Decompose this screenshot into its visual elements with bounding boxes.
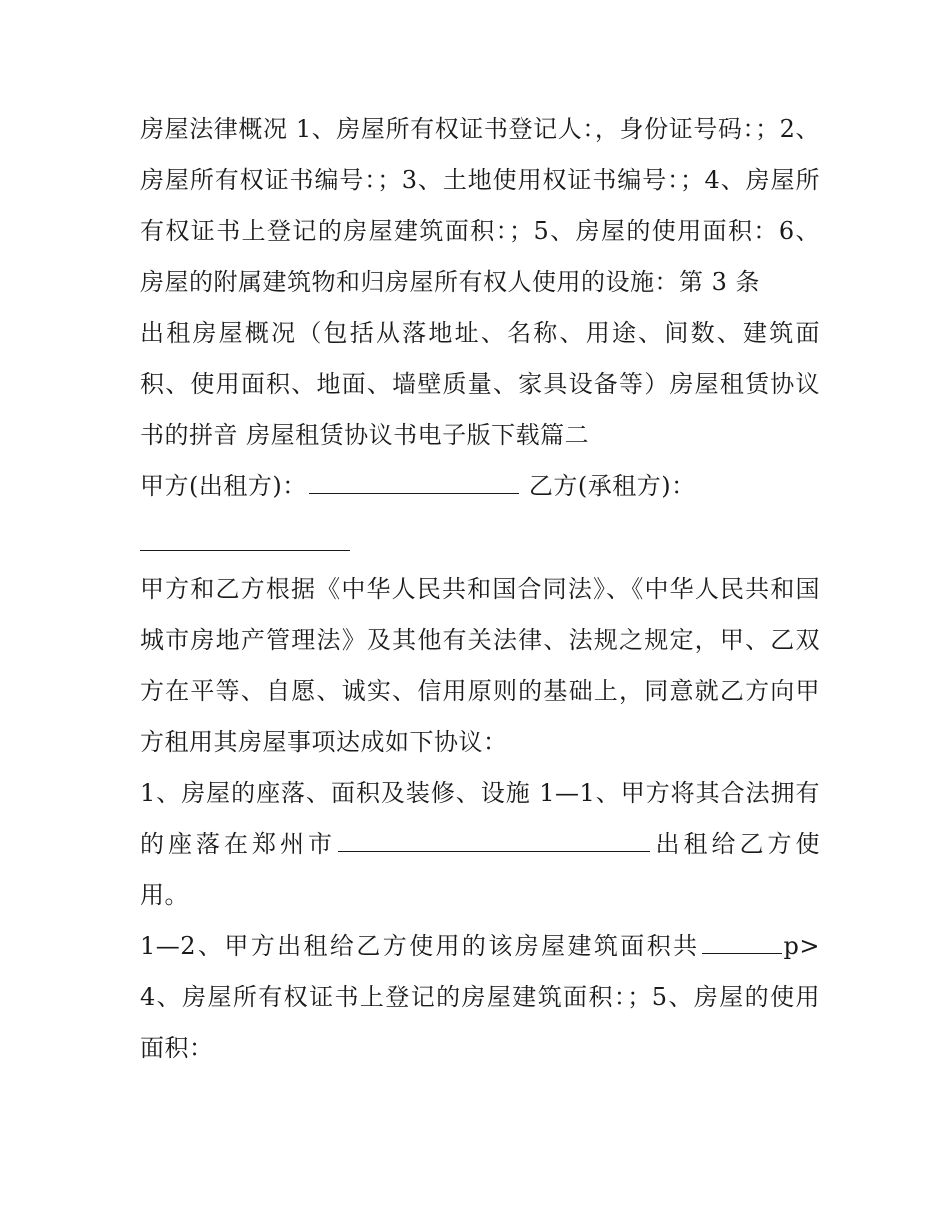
clause-1-2-start: 1—2、甲方出租给乙方使用的该房屋建筑面积共 (140, 932, 700, 960)
clause-1-2-end: p> 4、房屋所有权证书上登记的房屋建筑面积：；5、房屋的使用面积： (140, 932, 820, 1062)
paragraph-agreement-basis: 甲方和乙方根据《中华人民共和国合同法》、《中华人民共和国城市房地产管理法》及其他有关法律、法规之规定，甲、乙双方在平等、自愿、诚实、信用原则的基础上，同意就乙方向甲方租用其房屋事项达成如下协议： (140, 575, 820, 756)
paragraph-parties (140, 461, 820, 551)
party-a-blank (309, 473, 519, 494)
paragraph-legal-overview: 房屋法律概况 1、房屋所有权证书登记人：，身份证号码：；2、房屋所有权证书编号：；3、土地使用权证书编号：；4、房屋所有权证书上登记的房屋建筑面积：；5、房屋的使用面积：6、房屋的附属建筑物和归房屋所有权人使用的设施：第 3 条 (140, 115, 820, 296)
paragraph-clause-1-2 (140, 921, 820, 1074)
clause-1-1-start: 1、房屋的座落、面积及装修、设施 1—1、甲方将其合法拥有的座落在郑州市 (140, 779, 820, 858)
paragraph-clause-1-1 (140, 768, 820, 921)
party-b-label: 乙方(承租方)： (528, 472, 696, 500)
area-blank (702, 933, 782, 954)
paragraph-rental-overview: 出租房屋概况（包括从落地址、名称、用途、间数、建筑面积、使用面积、地面、墙壁质量、家具设备等）房屋租赁协议书的拼音 房屋租赁协议书电子版下载篇二 (140, 319, 820, 449)
party-b-blank (140, 526, 350, 551)
clause-1-1-end: 出租给乙方使用。 (140, 830, 820, 909)
document-page (140, 104, 820, 1074)
party-a-label: 甲方(出租方)： (140, 472, 307, 500)
address-blank (338, 831, 650, 852)
